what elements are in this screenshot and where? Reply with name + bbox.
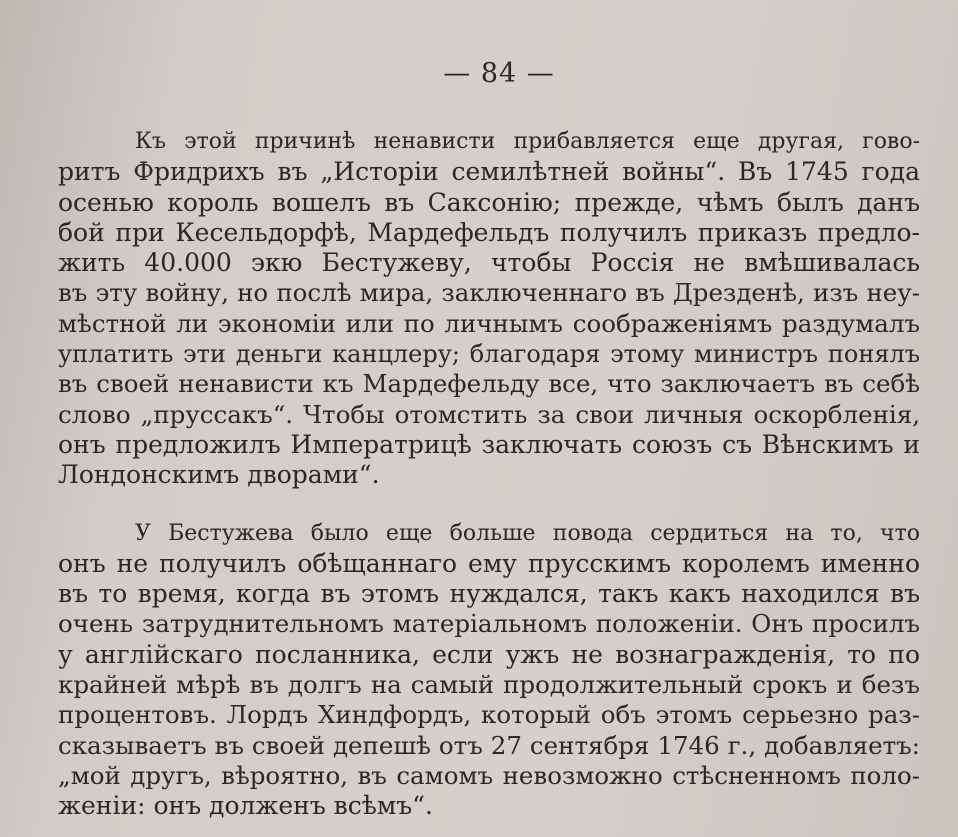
text-line: Къ этой причинѣ ненависти прибавляется еще другая, гово-: [135, 129, 920, 154]
text-line: въ то время, когда въ этомъ нуждался, такъ какъ находился въ: [58, 579, 920, 609]
text-line: крайней мѣрѣ въ долгъ на самый продолжительный срокъ и безъ: [58, 670, 920, 700]
text-line: жить 40.000 экю Бестужеву, чтобы Россія не вмѣшивалась: [58, 248, 920, 278]
text-line: „мой другъ, вѣроятно, въ самомъ невозможно стѣсненномъ поло-: [58, 760, 920, 790]
text-line: онъ не получилъ обѣщаннаго ему прусскимъ королемъ именно: [58, 548, 920, 578]
text-line: слово „пруссакъ“. Чтобы отомстить за свои личныя оскорбленія,: [58, 399, 920, 429]
text-line: осенью король вошелъ въ Саксонію; прежде, чѣмъ былъ данъ: [58, 187, 920, 217]
text-line: Лондонскимъ дворами“.: [58, 460, 380, 490]
text-line: женіи: онъ долженъ всѣмъ“.: [58, 791, 433, 821]
text-line: У Бестужева было еще больше повода сердиться на то, что: [135, 520, 920, 546]
text-line: у англійскаго посланника, если ужъ не вознагражденія, то по: [58, 639, 920, 669]
text-line: онъ предложилъ Императрицѣ заключать союзъ съ Вѣнскимъ и: [58, 429, 920, 459]
text-line: мѣстной ли экономіи или по личнымъ соображеніямъ раздумалъ: [58, 308, 920, 338]
paragraph-2: [58, 519, 920, 822]
book-page: [58, 58, 920, 822]
text-line: въ своей ненависти къ Мардефельду все, что заключаетъ въ себѣ: [58, 369, 920, 399]
text-line: сказываетъ въ своей депешѣ отъ 27 сентября 1746 г., добавляетъ:: [58, 730, 920, 760]
text-line: въ эту войну, но послѣ мира, заключеннаго въ Дрезденѣ, изъ неу-: [58, 278, 920, 308]
text-line: уплатить эти деньги канцлеру; благодаря этому министръ понялъ: [58, 340, 920, 369]
text-line: бой при Кесельдорфѣ, Мардефельдъ получилъ приказъ предло-: [58, 217, 920, 247]
page-number: — 84 —: [443, 58, 555, 89]
text-line: очень затруднительномъ матеріальномъ положеніи. Онъ просилъ: [58, 609, 920, 639]
text-line: процентовъ. Лордъ Хиндфордъ, который объ этомъ серьезно раз-: [58, 700, 920, 730]
paragraph-1: [58, 127, 920, 491]
text-line: ритъ Фридрихъ въ „Исторіи семилѣтней войны“. Въ 1745 года: [58, 157, 920, 187]
